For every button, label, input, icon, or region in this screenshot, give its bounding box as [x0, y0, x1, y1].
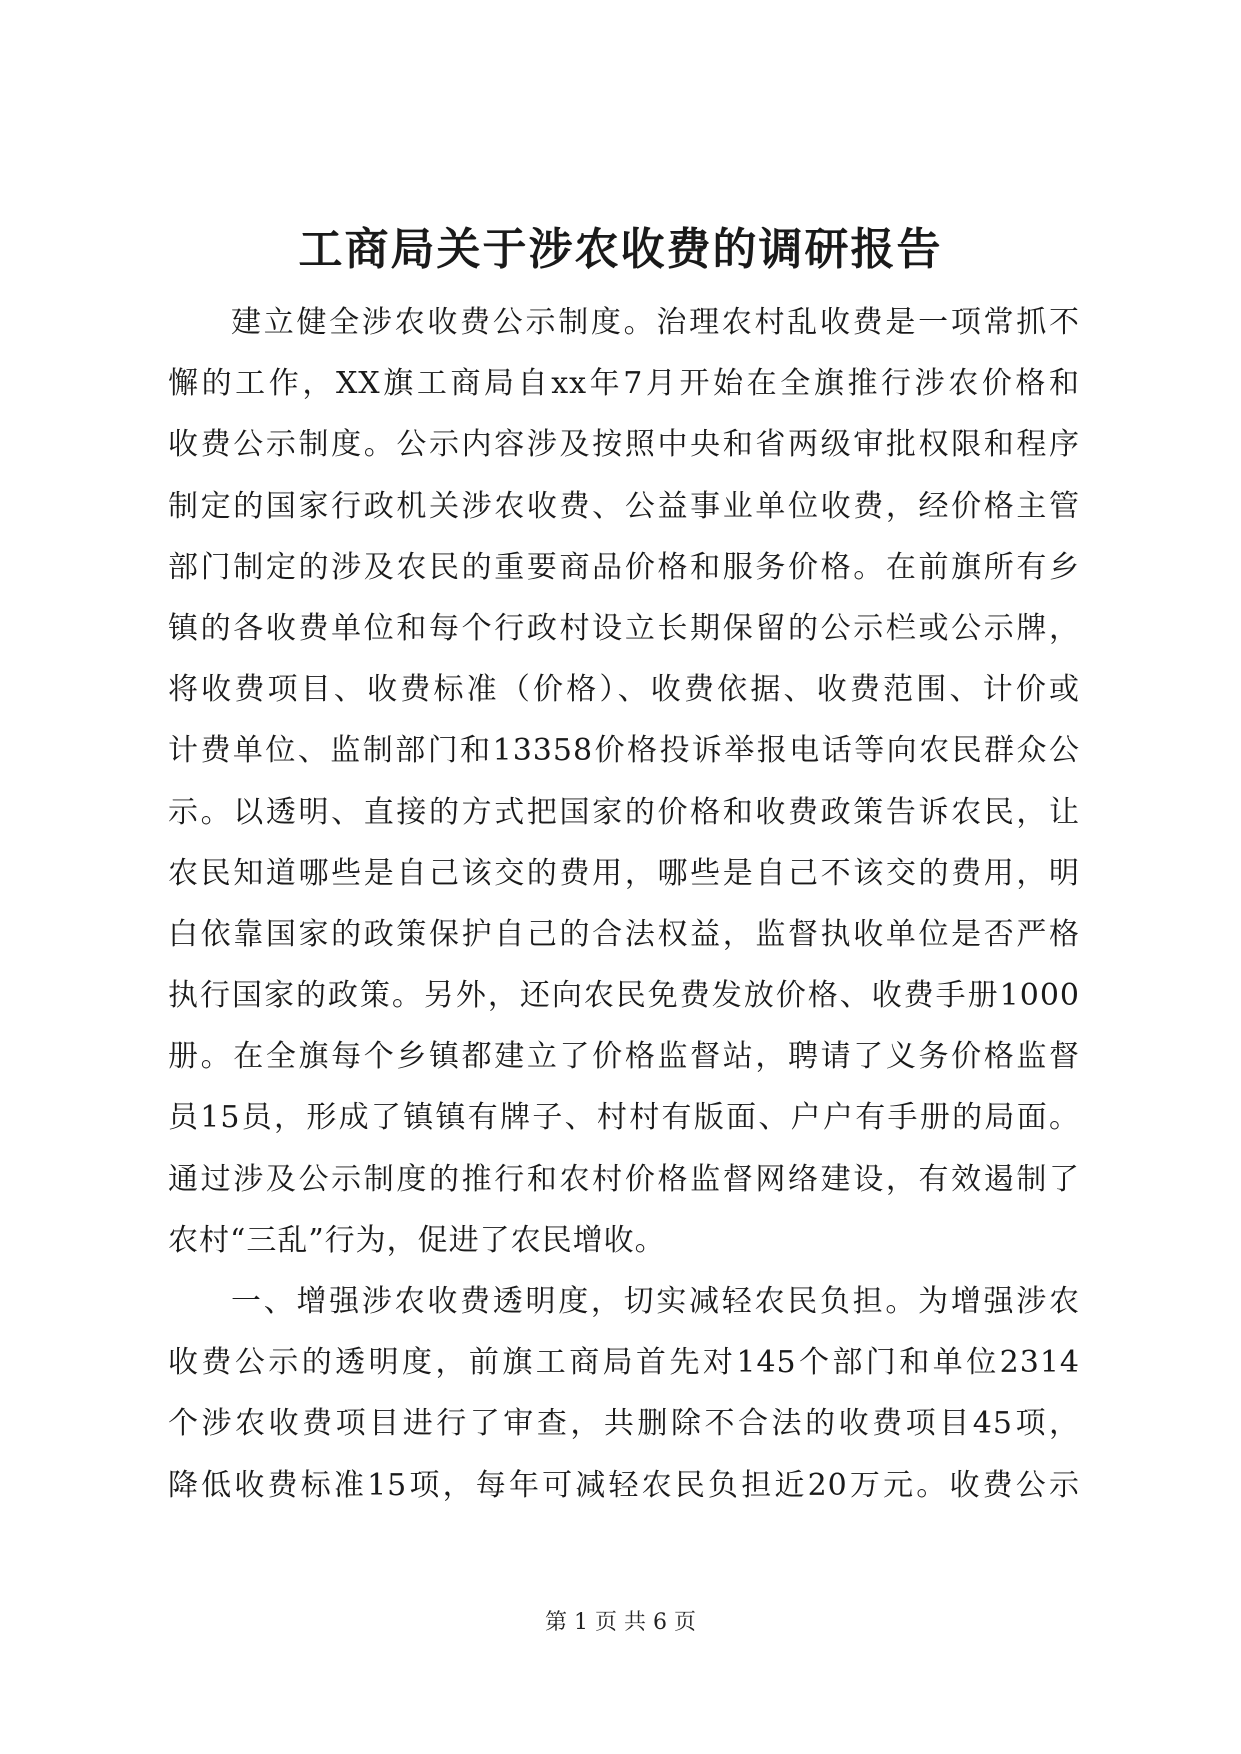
paragraph-1-line-4: 制定的国家行政机关涉农收费、公益事业单位收费，经价格主管: [168, 488, 1080, 524]
paragraph-1-line-3: 收费公示制度。公示内容涉及按照中央和省两级审批权限和程序: [168, 427, 1080, 463]
document-title: 工商局关于涉农收费的调研报告: [298, 224, 943, 275]
paragraph-1-line-10: 农民知道哪些是自己该交的费用，哪些是自己不该交的费用，明: [168, 855, 1080, 891]
paragraph-1-line-11: 白依靠国家的政策保护自己的合法权益，监督执收单位是否严格: [168, 916, 1080, 952]
paragraph-2-line-1: 一、增强涉农收费透明度，切实减轻农民负担。为增强涉农: [231, 1284, 1080, 1319]
paragraph-2-line-2: 收费公示的透明度，前旗工商局首先对145个部门和单位2314: [168, 1345, 1080, 1381]
paragraph-1-line-8: 计费单位、监制部门和13358价格投诉举报电话等向农民群众公: [168, 733, 1080, 769]
paragraph-1-line-1: 建立健全涉农收费公示制度。治理农村乱收费是一项常抓不: [231, 305, 1080, 340]
paragraph-2-line-4: 降低收费标准15项，每年可减轻农民负担近20万元。收费公示: [168, 1467, 1080, 1503]
paragraph-1-line-13: 册。在全旗每个乡镇都建立了价格监督站，聘请了义务价格监督: [168, 1039, 1080, 1075]
paragraph-1-line-7: 将收费项目、收费标准（价格）、收费依据、收费范围、计价或: [168, 672, 1080, 708]
paragraph-2-line-3: 个涉农收费项目进行了审查，共删除不合法的收费项目45项，: [168, 1406, 1080, 1442]
paragraph-1-line-15: 通过涉及公示制度的推行和农村价格监督网络建设，有效遏制了: [168, 1161, 1080, 1197]
paragraph-1-line-12: 执行国家的政策。另外，还向农民免费发放价格、收费手册1000: [168, 978, 1080, 1014]
paragraph-1-line-16: 农村“三乱”行为，促进了农民增收。: [168, 1222, 666, 1258]
document-body: [168, 292, 1080, 1516]
paragraph-1-line-6: 镇的各收费单位和每个行政村设立长期保留的公示栏或公示牌，: [168, 610, 1080, 646]
paragraph-1-line-14: 员15员，形成了镇镇有牌子、村村有版面、户户有手册的局面。: [168, 1100, 1080, 1136]
paragraph-1-line-2: 懈的工作，XX旗工商局自xx年7月开始在全旗推行涉农价格和: [168, 366, 1080, 402]
page-number-footer: 第 1 页 共 6 页: [545, 1610, 696, 1635]
paragraph-1-line-9: 示。以透明、直接的方式把国家的价格和收费政策告诉农民，让: [168, 794, 1080, 830]
paragraph-1-line-5: 部门制定的涉及农民的重要商品价格和服务价格。在前旗所有乡: [168, 549, 1080, 585]
